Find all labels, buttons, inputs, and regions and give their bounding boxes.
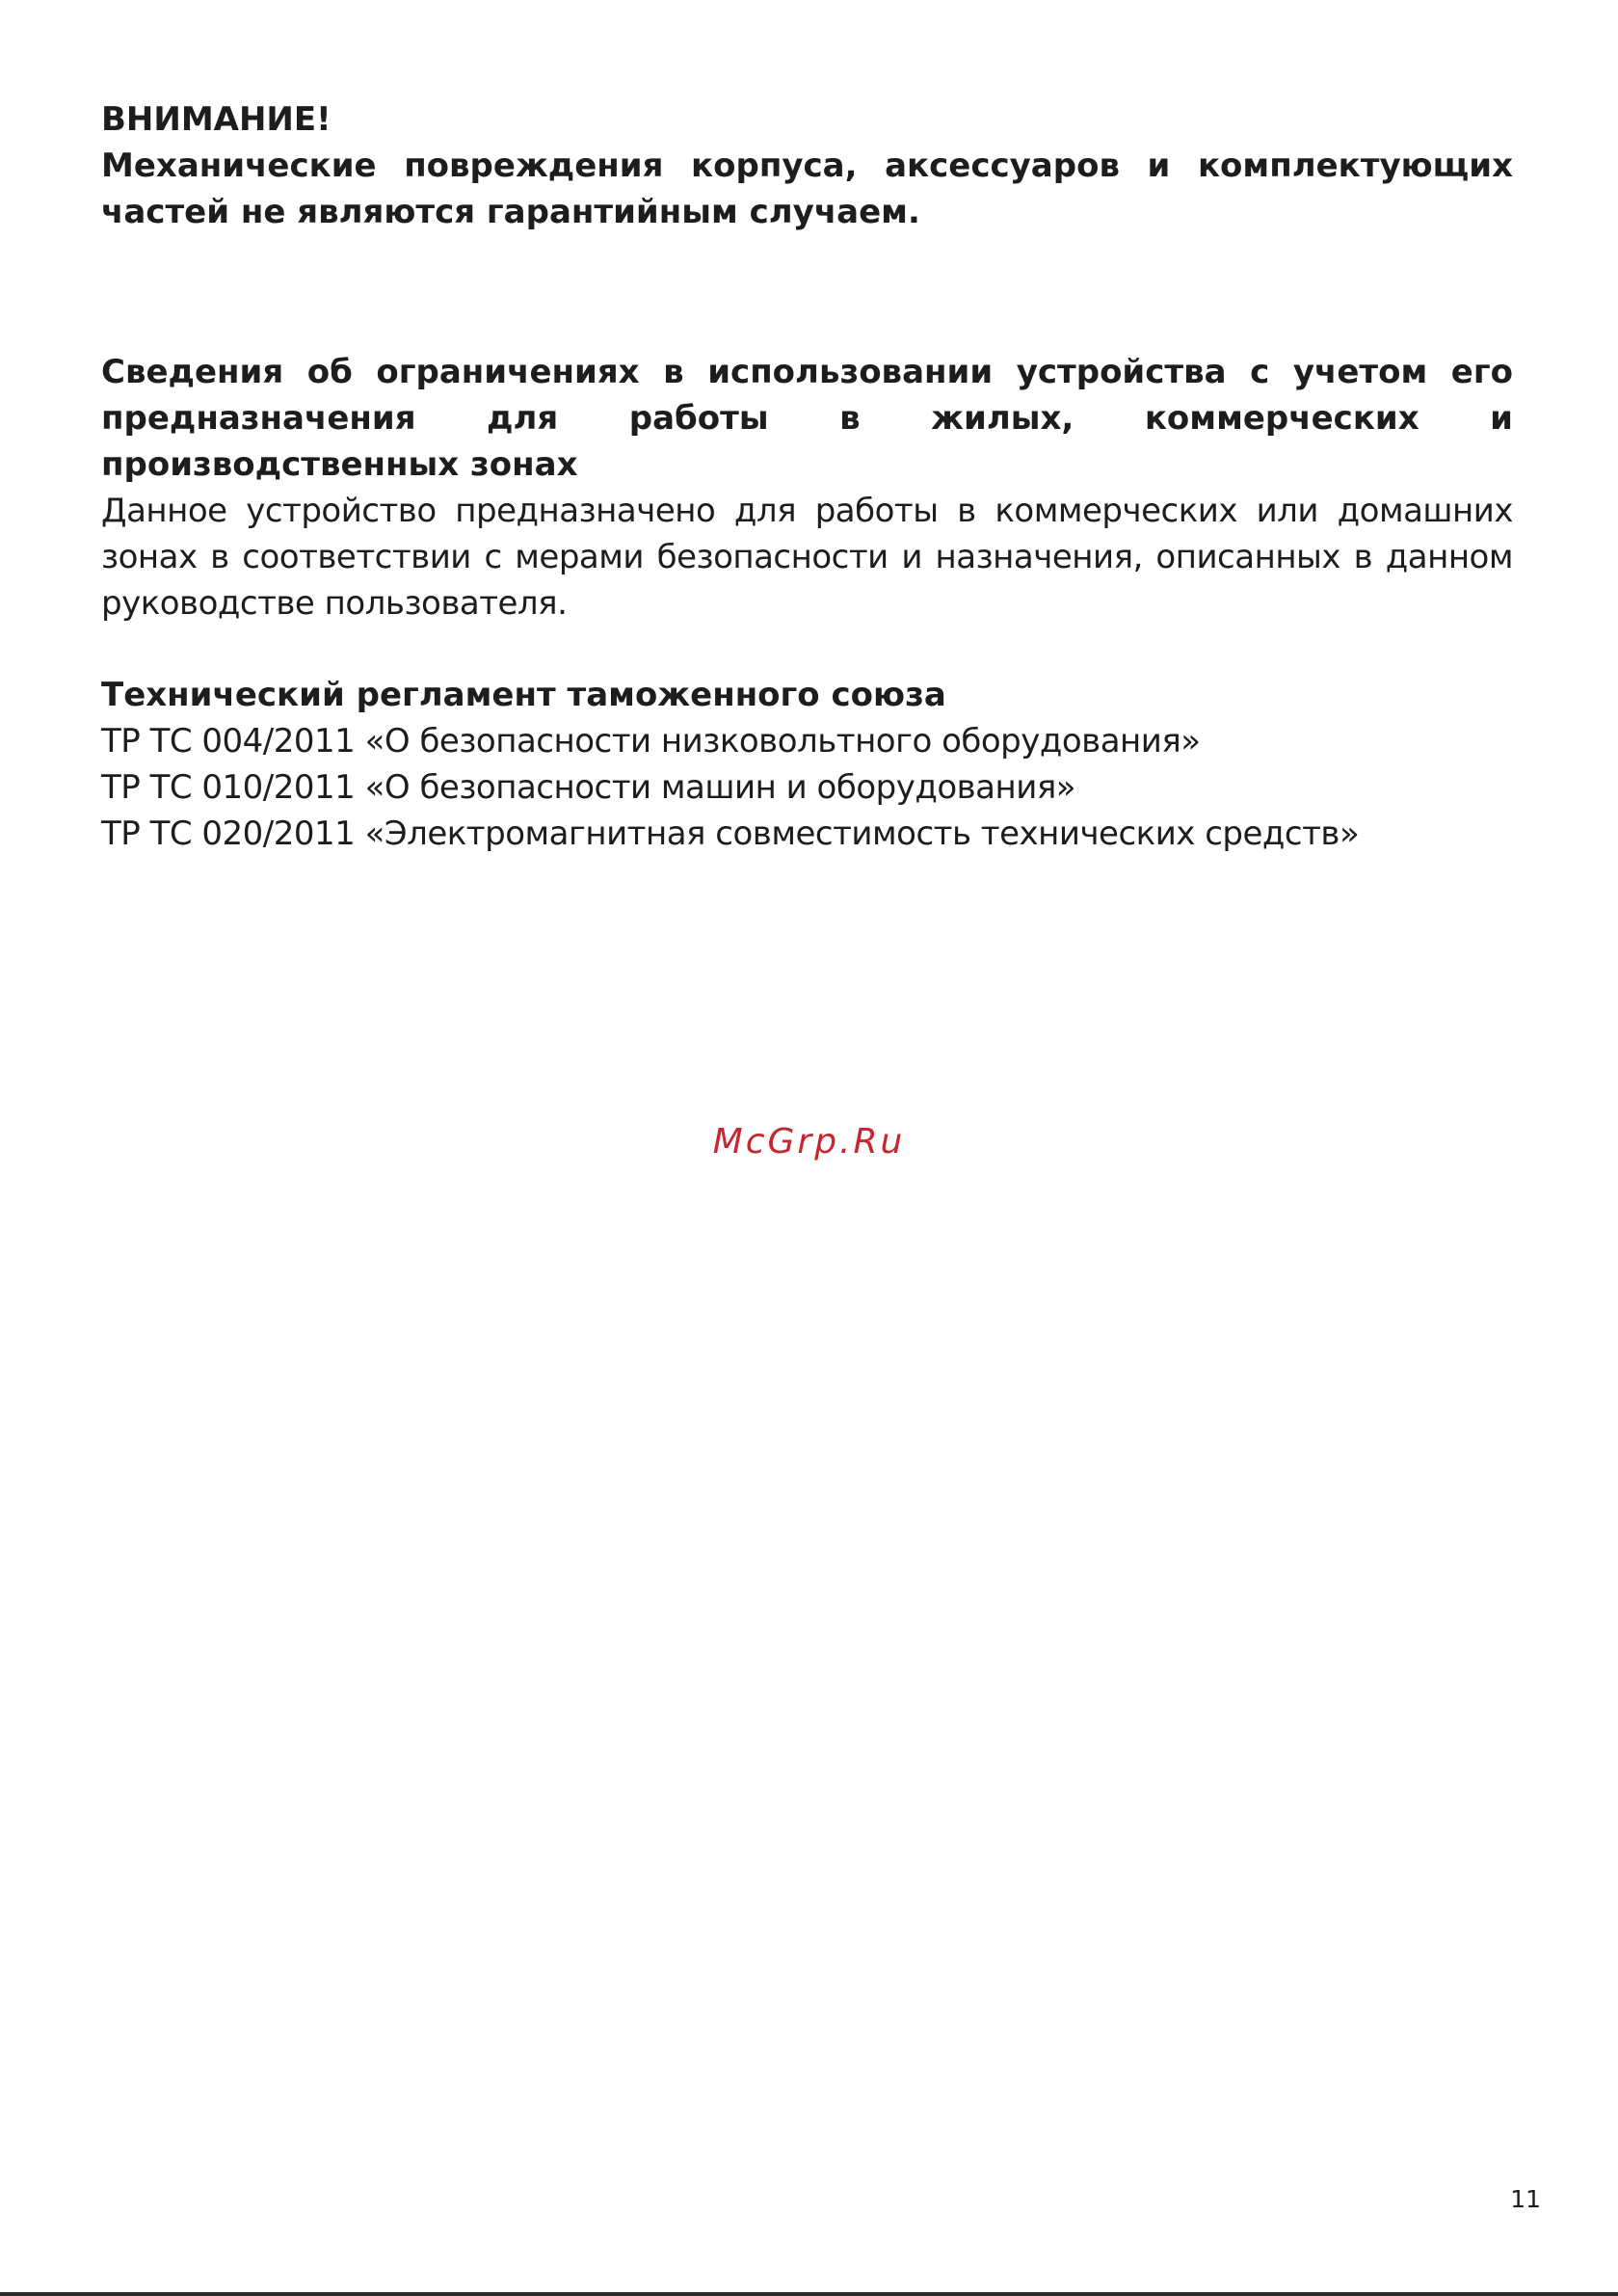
page-content bbox=[101, 96, 1513, 857]
watermark: McGrp.Ru bbox=[712, 1122, 906, 1161]
technical-regulations-section bbox=[101, 672, 1513, 857]
usage-restrictions-body: Данное устройство предназначено для работы в коммерческих или домашних зонах в соответствии с мерами безопасности и назначения, описанных в данном руководстве пользователя. bbox=[101, 492, 1513, 623]
technical-regulations-heading: Технический регламент таможенного союза bbox=[101, 676, 946, 714]
regulation-item: ТР ТС 010/2011 «О безопасности машин и оборудования» bbox=[101, 768, 1076, 807]
regulation-item: ТР ТС 004/2011 «О безопасности низковольтного оборудования» bbox=[101, 722, 1201, 761]
regulations-list bbox=[101, 718, 1513, 857]
usage-restrictions-heading: Сведения об ограничениях в использовании устройства с учетом его предназначения для работы в жилых, коммерческих и производственных зонах bbox=[101, 353, 1513, 484]
warning-block bbox=[101, 96, 1513, 235]
regulation-item: ТР ТС 020/2011 «Электромагнитная совместимость технических средств» bbox=[101, 814, 1360, 853]
warning-title: ВНИМАНИЕ! bbox=[101, 100, 332, 139]
usage-restrictions-section bbox=[101, 349, 1513, 627]
bottom-divider bbox=[0, 2292, 1618, 2296]
page-number: 11 bbox=[1510, 2185, 1541, 2213]
warning-text: Механические повреждения корпуса, аксессуаров и комплектующих частей не являются гарантийным случаем. bbox=[101, 147, 1513, 231]
